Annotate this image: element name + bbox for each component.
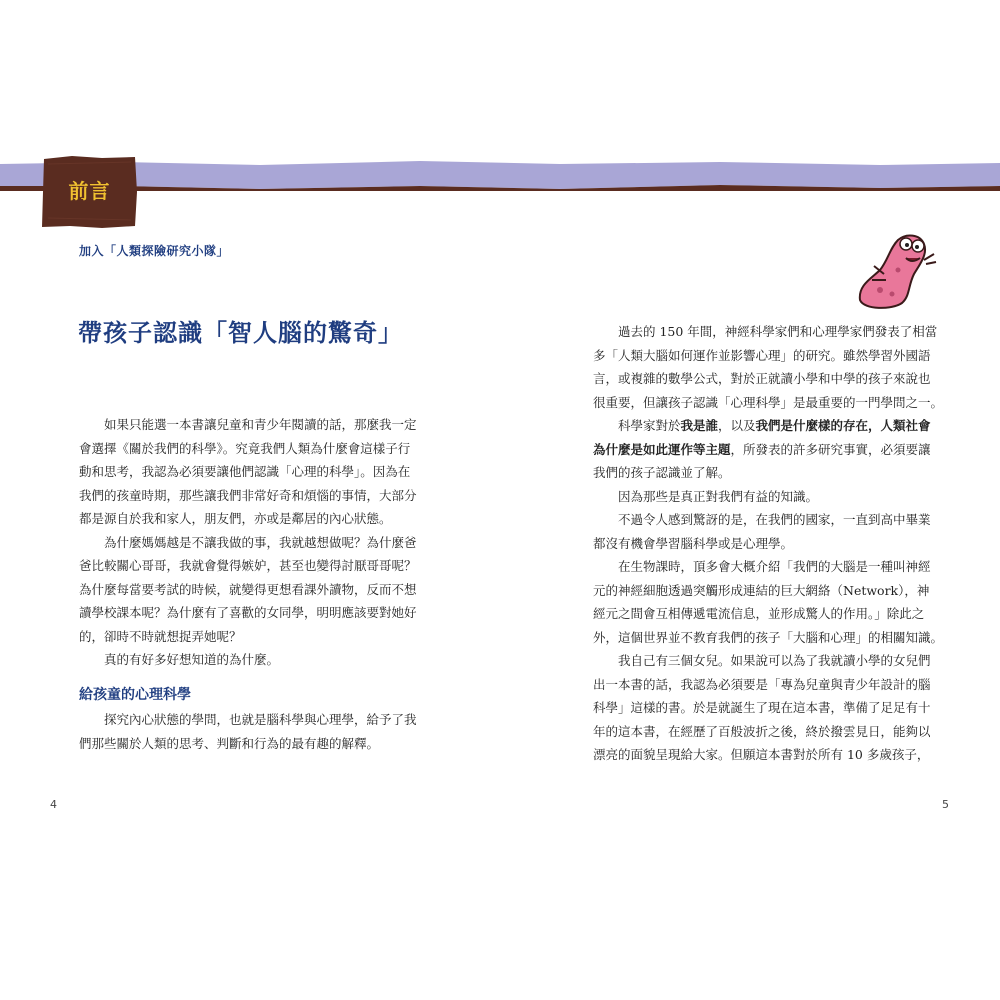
bold-text: 我們是什麼樣的存在，人類社會 bbox=[755, 418, 931, 433]
paragraph-line: 年的這本書，在經歷了百般波折之後，終於撥雲見日，能夠以 bbox=[593, 723, 931, 739]
paragraph-line: 因為那些是真正對我們有益的知識。 bbox=[618, 488, 819, 504]
page-title: 帶孩子認識「智人腦的驚奇」 bbox=[78, 319, 403, 347]
paragraph-line: 言，或複雜的數學公式，對於正就讀小學和中學的孩子來說也 bbox=[593, 371, 931, 386]
chapter-label: 前言 bbox=[68, 179, 111, 203]
paragraph-line: 很重要，但讓孩子認識「心理科學」是最重要的一門學問之一。 bbox=[593, 394, 944, 410]
section-subtitle: 加入「人類探險研究小隊」 bbox=[79, 244, 230, 258]
paragraph-line: 的，卻時不時就想捉弄她呢？ bbox=[79, 628, 242, 644]
paragraph-line: 如果只能選一本書讓兒童和青少年閱讀的話，那麼我一定 bbox=[104, 417, 417, 432]
pink-worm-character-icon bbox=[850, 230, 938, 310]
paragraph-line: 為什麼每當要考試的時候，就變得更想看課外讀物，反而不想 bbox=[79, 581, 417, 597]
bold-text: 為什麼是如此運作等主題 bbox=[593, 441, 731, 457]
right-column-text bbox=[593, 320, 943, 767]
paragraph-line: 我們的孩子認識並了解。 bbox=[593, 465, 731, 480]
header-band bbox=[0, 158, 1000, 194]
paragraph-line: 都沒有機會學習腦科學或是心理學。 bbox=[593, 535, 794, 551]
paragraph-line: 科學」這樣的書。於是就誕生了現在這本書，準備了足足有十 bbox=[593, 700, 931, 715]
paragraph-line: 我自己有三個女兒。如果說可以為了我就讀小學的女兒們 bbox=[618, 653, 931, 668]
bold-text: 我是誰 bbox=[680, 418, 719, 433]
paragraph-line: 過去的 150 年間，神經科學家們和心理學家們發表了相當 bbox=[618, 324, 938, 339]
paragraph-line: 經元之間會互相傳遞電流信息，並形成驚人的作用。」除此之 bbox=[593, 606, 925, 621]
paragraph-line: 爸比較關心哥哥，我就會覺得嫉妒，甚至也變得討厭哥哥呢？ bbox=[79, 558, 417, 573]
paragraph-line: 動和思考，我認為必須要讓他們認識「心理的科學」。因為在 bbox=[79, 464, 411, 479]
paragraph-line: 漂亮的面貌呈現給大家。但願這本書對於所有 10 多歲孩子， bbox=[593, 747, 930, 762]
paragraph-line bbox=[593, 438, 943, 462]
paragraph-line: 不過令人感到驚訝的是，在我們的國家，一直到高中畢業 bbox=[618, 512, 931, 527]
paragraph-line: 會選擇《關於我們的科學》。究竟我們人類為什麼會這樣子行 bbox=[79, 440, 411, 456]
paragraph-line: 們那些關於人類的思考、判斷和行為的最有趣的解釋。 bbox=[79, 735, 380, 751]
left-column-text-2 bbox=[79, 708, 417, 755]
page-number-right: 5 bbox=[942, 798, 949, 811]
paragraph-line: 我們的孩童時期，那些讓我們非常好奇和煩惱的事情，大部分 bbox=[79, 487, 417, 503]
paragraph-line: 都是源自於我和家人，朋友們，亦或是鄰居的內心狀態。 bbox=[79, 511, 392, 526]
paragraph-line: 讀學校課本呢？為什麼有了喜歡的女同學，明明應該要對她好 bbox=[79, 605, 417, 620]
section-heading: 給孩童的心理科學 bbox=[79, 687, 191, 703]
paragraph-line bbox=[593, 414, 943, 438]
paragraph-line: 真的有好多好想知道的為什麼。 bbox=[104, 652, 280, 667]
paragraph-line: 外，這個世界並不教育我們的孩子「大腦和心理」的相關知識。 bbox=[593, 629, 944, 645]
left-column-text bbox=[79, 413, 417, 672]
page-number-left: 4 bbox=[50, 798, 57, 811]
paragraph-line: 探究內心狀態的學問，也就是腦科學與心理學，給予了我 bbox=[104, 712, 417, 727]
text-run: ，以及 bbox=[718, 418, 756, 433]
paragraph-line: 元的神經細胞透過突觸形成連結的巨大網絡（Network），神 bbox=[593, 582, 930, 598]
text-run: ，所發表的許多研究事實，必須要讓 bbox=[730, 441, 931, 457]
paragraph-line: 出一本書的話，我認為必須要是「專為兒童與青少年設計的腦 bbox=[593, 676, 931, 692]
paragraph-line: 多「人類大腦如何運作並影響心理」的研究。雖然學習外國語 bbox=[593, 347, 931, 363]
text-run: 科學家對於 bbox=[618, 418, 681, 433]
paragraph-line: 為什麼媽媽越是不讓我做的事，我就越想做呢？為什麼爸 bbox=[104, 534, 417, 550]
paragraph-line: 在生物課時，頂多會大概介紹「我們的大腦是一種叫神經 bbox=[618, 559, 931, 574]
